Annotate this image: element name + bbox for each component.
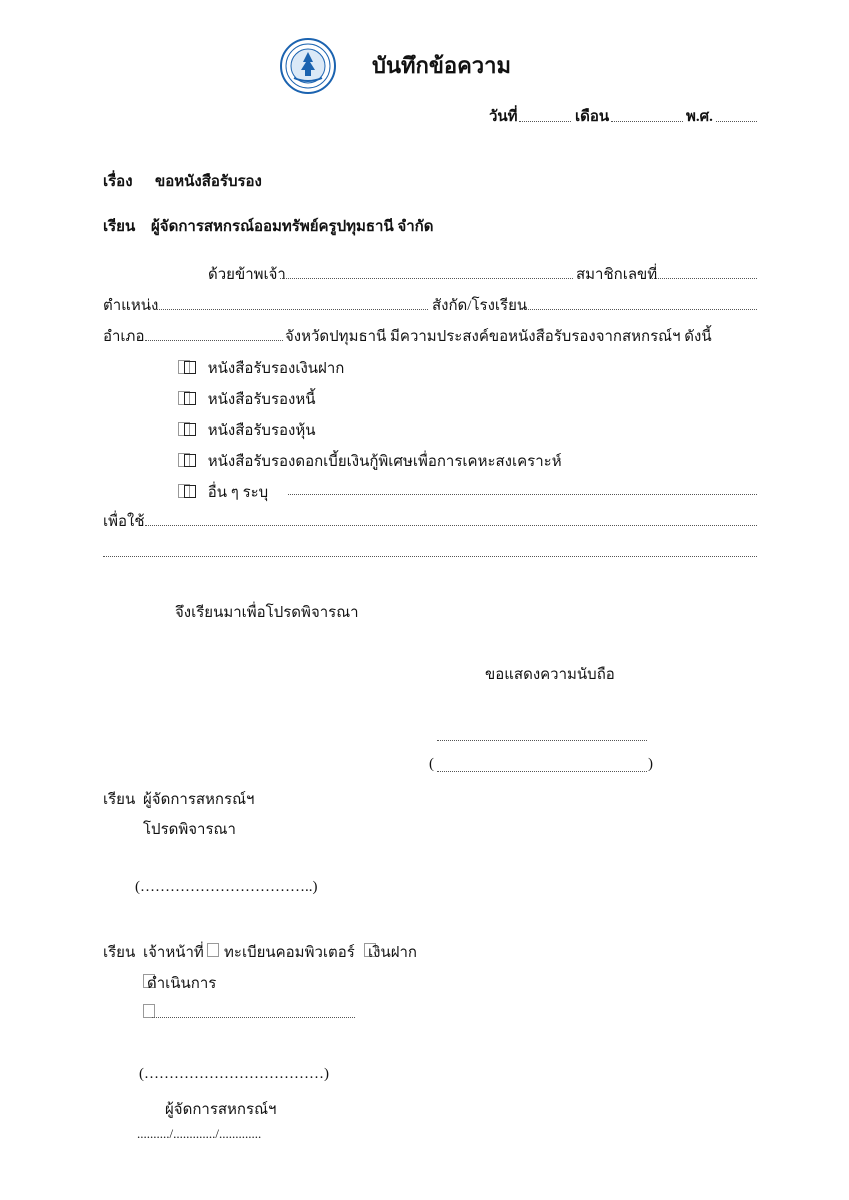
manager-label: เรียน	[103, 792, 136, 808]
staff-role: ผู้จัดการสหกรณ์ฯ	[165, 1102, 277, 1118]
regards-text: ขอแสดงความนับถือ	[485, 667, 615, 683]
option-label: หนังสือรับรองดอกเบี้ยเงินกู้พิเศษเพื่อการเคหะสงเคราะห์	[207, 454, 562, 470]
purpose-field-2[interactable]	[103, 556, 757, 557]
cooperative-seal-logo	[280, 38, 336, 94]
option-label: หนังสือรับรองเงินฝาก	[207, 361, 345, 377]
staff-to: เจ้าหน้าที่	[143, 945, 204, 961]
month-label: เดือน	[575, 109, 610, 125]
closing-text: จึงเรียนมาเพื่อโปรดพิจารณา	[175, 605, 359, 621]
member-no-label: สมาชิกเลขที่	[576, 267, 658, 283]
checkbox-icon[interactable]	[184, 392, 196, 405]
month-field[interactable]	[611, 121, 683, 122]
member-no-field[interactable]	[652, 278, 757, 279]
province-text: จังหวัดปทุมธานี มีความประสงค์ขอหนังสือรับรองจากสหกรณ์ฯ ดังนี้	[285, 329, 712, 345]
subject-value: ขอหนังสือรับรอง	[155, 174, 262, 190]
signature-paren-close: )	[648, 756, 653, 772]
district-label: อำเภอ	[103, 329, 145, 345]
option-shares[interactable]	[178, 418, 316, 442]
signature-paren-open: (	[429, 756, 434, 772]
manager-to: ผู้จัดการสหกรณ์ฯ	[143, 792, 255, 808]
manager-note: โปรดพิจารณา	[143, 822, 236, 838]
purpose-label: เพื่อใช้	[103, 514, 145, 530]
option-debt[interactable]	[178, 387, 316, 411]
option-label: อื่น ๆ ระบุ	[207, 485, 269, 501]
position-field[interactable]	[155, 309, 428, 310]
school-label: สังกัด/โรงเรียน	[432, 298, 528, 314]
checkbox-icon[interactable]	[143, 1004, 155, 1018]
checkbox-icon[interactable]	[184, 423, 196, 436]
option-housing-interest[interactable]	[178, 449, 562, 473]
staff-option-register: ทะเบียนคอมพิวเตอร์	[224, 945, 355, 961]
purpose-field[interactable]	[145, 525, 757, 526]
manager-signature: (……………………………..)	[135, 879, 318, 895]
subject-label: เรื่อง	[103, 174, 133, 190]
staff-label: เรียน	[103, 945, 136, 961]
district-field[interactable]	[145, 340, 283, 341]
addressee-label: เรียน	[103, 219, 136, 235]
checkbox-icon[interactable]	[207, 943, 219, 957]
year-label: พ.ศ.	[686, 109, 713, 125]
staff-other-field[interactable]	[152, 1017, 355, 1018]
option-label: หนังสือรับรองหุ้น	[207, 423, 316, 439]
year-field[interactable]	[716, 121, 757, 122]
position-label: ตำแหน่ง	[103, 298, 159, 314]
checkbox-icon[interactable]	[184, 454, 196, 467]
staff-signature: (………………………………)	[139, 1066, 329, 1082]
checkbox-icon[interactable]	[184, 485, 196, 498]
staff-option-proceed: ดำเนินการ	[147, 976, 217, 992]
name-field[interactable]	[280, 278, 573, 279]
date-field[interactable]	[519, 121, 571, 122]
option-other[interactable]	[178, 480, 268, 504]
printed-name-field[interactable]	[437, 771, 647, 772]
other-specify-field[interactable]	[288, 494, 757, 495]
page-title: บันทึกข้อความ	[372, 53, 512, 78]
date-label: วันที่	[489, 109, 518, 125]
option-label: หนังสือรับรองหนี้	[207, 392, 316, 408]
addressee-value: ผู้จัดการสหกรณ์ออมทรัพย์ครูปทุมธานี จำกัด	[151, 219, 434, 235]
staff-date-line: ........../............./.............	[137, 1126, 262, 1141]
option-deposit[interactable]	[178, 356, 344, 380]
school-field[interactable]	[522, 309, 757, 310]
name-label: ด้วยข้าพเจ้า	[208, 267, 286, 283]
signature-field[interactable]	[437, 740, 647, 741]
staff-option-deposit: เงินฝาก	[368, 945, 417, 961]
checkbox-icon[interactable]	[184, 361, 196, 374]
